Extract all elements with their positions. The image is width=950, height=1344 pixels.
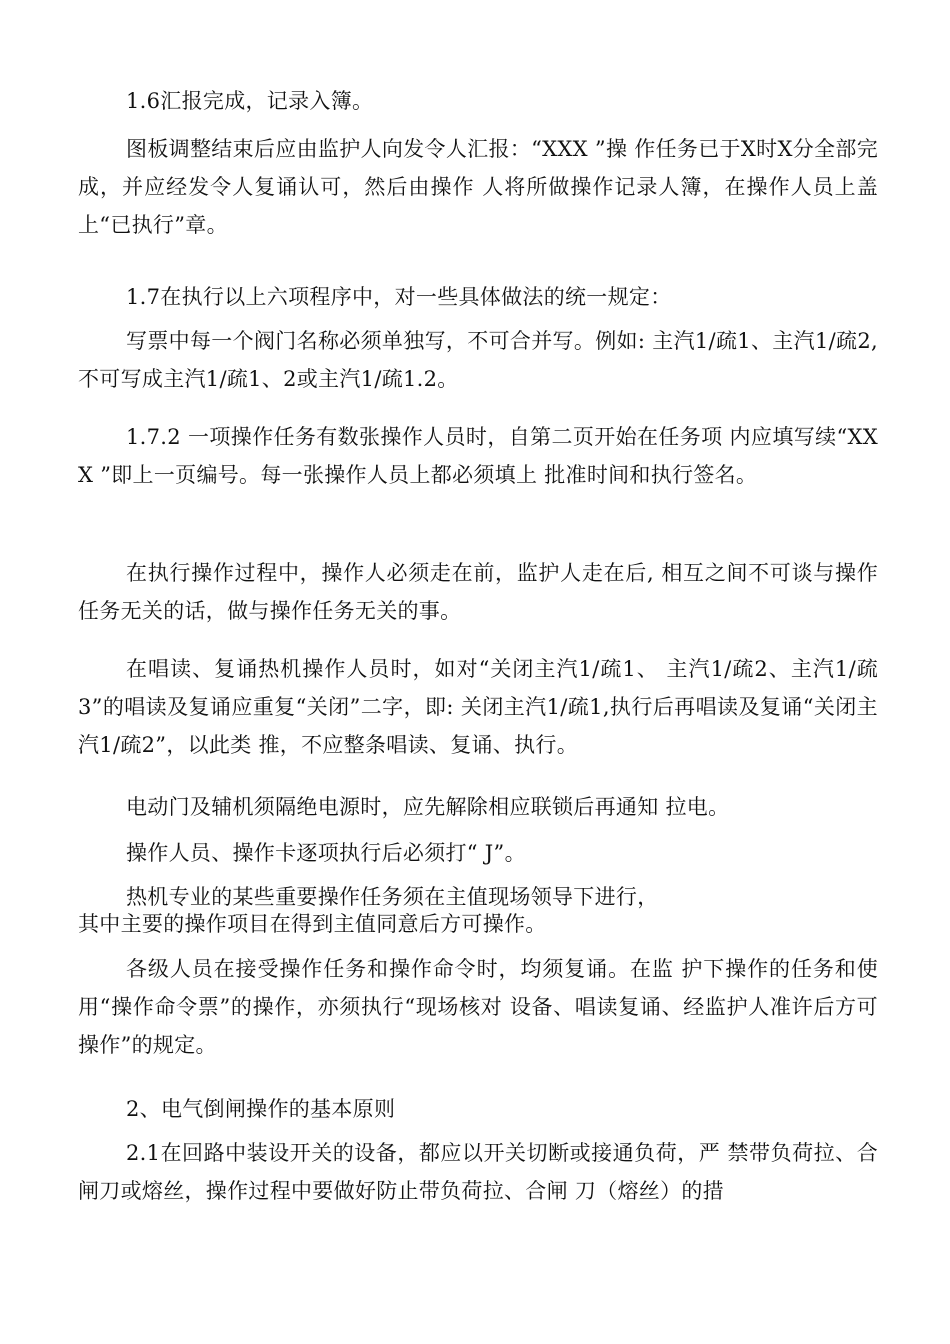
paragraph-supervision: 各级人员在接受操作任务和操作命令时，均须复诵。在监 护下操作的任务和使用“操作命令票”的操作，亦须执行“现场核对 设备、唱读复诵、经监护人准许后方可操作”的规定。 bbox=[78, 957, 878, 1057]
paragraph-power-isolation: 电动门及辅机须隔绝电源时，应先解除相应联锁后再通知 拉电。 bbox=[126, 795, 730, 819]
paragraph-walking-order: 在执行操作过程中，操作人必须走在前，监护人走在后, 相互之间不可谈与操作任务无关的话，做与操作任务无关的事。 bbox=[78, 561, 878, 623]
paragraph-report-procedure: 图板调整结束后应由监护人向发令人汇报：“XXX ”操 作任务已于X时X分全部完成，并应经发令人复诵认可，然后由操作 人将所做操作记录人簿，在操作人员上盖上“已执行”章。 bbox=[78, 137, 878, 237]
paragraph-thermal-2: 其中主要的操作项目在得到主值同意后方可操作。 bbox=[78, 912, 547, 936]
paragraph-1-6: 1.6汇报完成，记录入簿。 bbox=[126, 89, 374, 113]
paragraph-thermal-1: 热机专业的某些重要操作任务须在主值现场领导下进行， bbox=[126, 885, 659, 909]
paragraph-valve-naming: 写票中每一个阀门名称必须单独写，不可合并写。例如: 主汽1/疏1、主汽1/疏2,不可写成主汽1/疏1、2或主汽1/疏1.2。 bbox=[78, 329, 878, 391]
heading-section-2: 2、电气倒闸操作的基本原则 bbox=[126, 1097, 396, 1121]
paragraph-1-7-2: 1.7.2 一项操作任务有数张操作人员时，自第二页开始在任务项 内应填写续“XXX ”即上一页编号。每一张操作人员上都必须填上 批准时间和执行签名。 bbox=[78, 425, 878, 487]
paragraph-checkmark: 操作人员、操作卡逐项执行后必须打“ J”。 bbox=[126, 841, 526, 865]
paragraph-2-1: 2.1在回路中装设开关的设备，都应以开关切断或接通负荷，严 禁带负荷拉、合闸刀或熔丝，操作过程中要做好防止带负荷拉、合闸 刀（熔丝）的措 bbox=[78, 1141, 878, 1203]
paragraph-1-7: 1.7在执行以上六项程序中，对一些具体做法的统一规定： bbox=[126, 285, 672, 309]
paragraph-reading-repeat: 在唱读、复诵热机操作人员时，如对“关闭主汽1/疏1、 主汽1/疏2、主汽1/疏3”的唱读及复诵应重复“关闭”二字，即: 关闭主汽1/疏1,执行后再唱读及复诵“关闭主汽1/疏2”，以此类 推，不应整条唱读、复诵、执行。 bbox=[78, 657, 878, 757]
